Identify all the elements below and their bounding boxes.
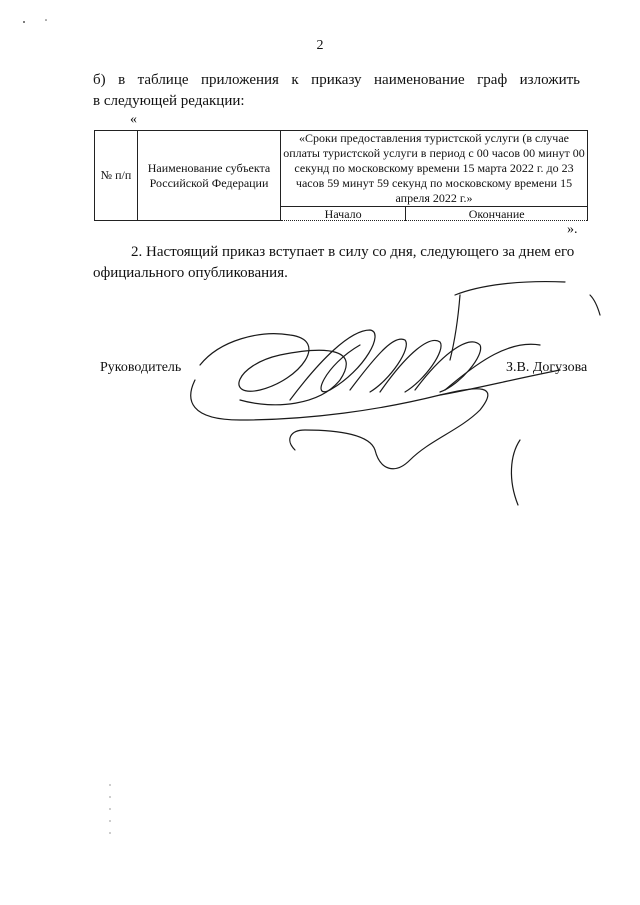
paragraph-2: 2. Настоящий приказ вступает в силу со дня, следующего за днем его официального опубликования. [93,244,575,281]
page-number: 2 [316,38,324,53]
opening-quote: « [130,112,137,127]
paragraph-b-line1: б) в таблице приложения к приказу наименование граф изложить [93,72,580,88]
table-header-subject: Наименование субъекта Российской Федерации [138,131,281,221]
table-header-period: «Сроки предоставления туристской услуги (в случае оплаты туристской услуги в период с 00 часов 00 минут 00 секунд по московскому времени 15 марта 2022 г. до 23 часов 59 минут 59 секунд по московскому времени 15 апреля 2022 г.» [281,131,588,207]
closing-quote: ». [567,222,578,237]
signatory-name: З.В. Догузова [506,360,588,375]
table-header-start: Начало [281,207,406,221]
signatory-role: Руководитель [100,360,182,375]
paragraph-b-line2: в следующей редакции: [93,93,245,109]
table-header-number: № п/п [95,131,138,221]
table-header-end: Окончание [406,207,588,221]
